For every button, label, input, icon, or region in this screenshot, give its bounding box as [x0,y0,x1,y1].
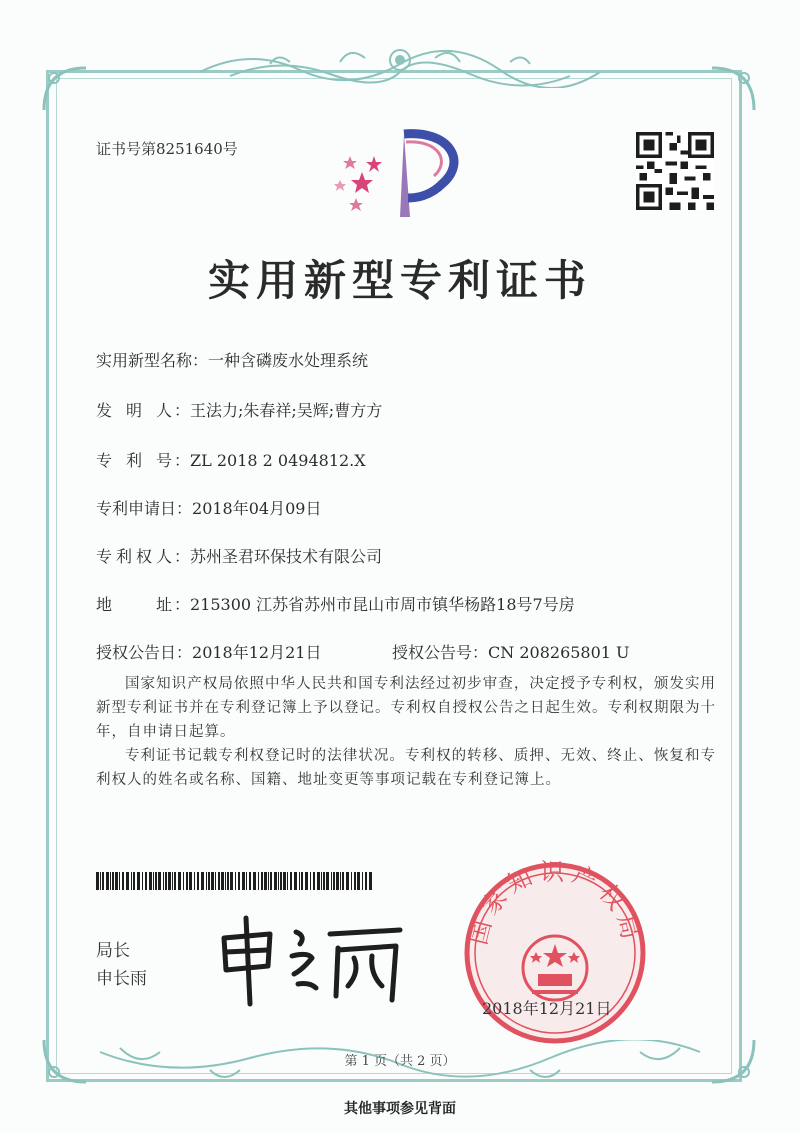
announce-date-row [96,640,321,663]
patent-number-row: 专 利 号 ：ZL 2018 2 0494812.X [96,448,366,471]
certificate-title: 实用新型专利证书 [207,256,592,305]
patent-number-value: ZL 2018 2 0494812.X [190,451,366,470]
address-row: 地 址 ：215300 江苏省苏州市昆山市周市镇华杨路18号7号房 [96,592,575,615]
certificate-number: 证书号第8251640号 [96,140,238,158]
address-label: 地 址 [96,595,172,614]
announce-number-label: 授权公告号： [392,643,489,662]
announce-date-value: 2018年12月21日 [192,643,322,662]
corner-ornament-icon [708,64,758,114]
qr-code-icon [636,132,714,210]
seal-date: 2018年12月21日 [482,999,612,1018]
top-ornament-icon [190,42,610,88]
grant-paragraph: 国家知识产权局依照中华人民共和国专利法经过初步审查，决定授予专利权，颁发实用新型专利证书并在专利登记簿上予以登记。专利权自授权公告之日起生效。专利权期限为十年，自申请日起算。 [96,676,716,740]
address-value: 215300 江苏省苏州市昆山市周市镇华杨路18号7号房 [190,595,575,614]
inventor-row: 发 明 人 ：王法力;朱春祥;吴辉;曹方方 [96,398,382,421]
cnipa-logo-icon [330,122,480,232]
apply-date-row [96,496,321,519]
apply-date-value: 2018年04月09日 [192,499,322,518]
signatory-name: 申长雨 [96,969,147,989]
official-seal-icon [460,858,650,1048]
patent-number-label: 专 利 号 [96,451,172,470]
inventor-value: 王法力;朱春祥;吴辉;曹方方 [190,401,383,420]
corner-ornament-icon [40,64,90,114]
patentee-value: 苏州圣君环保技术有限公司 [190,547,383,566]
utility-name-value: 一种含磷废水处理系统 [208,351,369,370]
inventor-label: 发 明 人 [96,401,172,420]
page-indicator: 第 1 页（共 2 页） [344,1054,456,1069]
apply-date-label: 专利申请日： [96,499,193,518]
barcode-icon [96,872,372,890]
utility-name-label: 实用新型名称： [96,351,209,370]
signature-icon [210,904,410,1014]
announce-number-value: CN 208265801 U [488,643,630,662]
svg-text:国家知识产权局: 国家知识产权局 [464,858,646,948]
announce-date-label: 授权公告日： [96,643,193,662]
announce-number-row [392,640,630,663]
utility-name-row [96,348,368,371]
signatory-role: 局长 [96,941,130,961]
footer-note: 其他事项参见背面 [344,1101,456,1117]
patentee-row: 专 利 权 人 ：苏州圣君环保技术有限公司 [96,544,382,567]
legal-status-paragraph: 专利证书记载专利权登记时的法律状况。专利权的转移、质押、无效、终止、恢复和专利权人的姓名或名称、国籍、地址变更等事项记载在专利登记簿上。 [96,748,716,788]
patentee-label: 专 利 权 人 [96,547,172,566]
